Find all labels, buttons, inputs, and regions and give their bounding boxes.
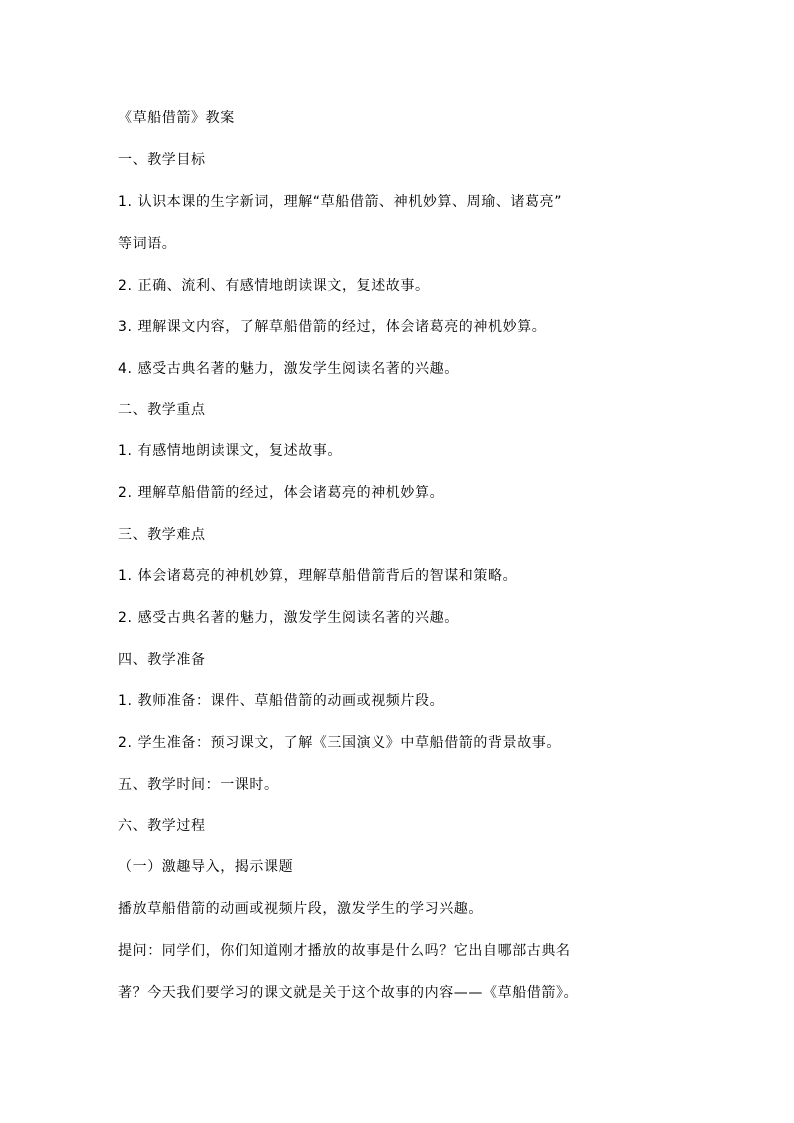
section-heading-preparation: 四、教学准备 — [118, 652, 206, 668]
goal-item-1-continued: 等词语。 — [118, 236, 177, 252]
process-paragraph-1: 播放草船借箭的动画或视频片段，激发学生的学习兴趣。 — [118, 901, 483, 917]
section-heading-difficulties: 三、教学难点 — [118, 527, 206, 543]
process-paragraph-2-continued: 著？今天我们要学习的课文就是关于这个故事的内容——《草船借箭》。 — [118, 985, 579, 1001]
key-point-item-1: 1. 有感情地朗读课文，复述故事。 — [118, 443, 343, 459]
goal-item-3: 3. 理解课文内容，了解草船借箭的经过，体会诸葛亮的神机妙算。 — [118, 319, 547, 335]
process-subheading-1: （一）激趣导入，揭示课题 — [118, 859, 294, 875]
difficulty-item-1: 1. 体会诸葛亮的神机妙算，理解草船借箭背后的智谋和策略。 — [118, 568, 518, 584]
preparation-item-1: 1. 教师准备：课件、草船借箭的动画或视频片段。 — [118, 693, 445, 709]
section-heading-time: 五、教学时间：一课时。 — [118, 777, 279, 793]
section-heading-process: 六、教学过程 — [118, 818, 206, 834]
difficulty-item-2: 2. 感受古典名著的魅力，激发学生阅读名著的兴趣。 — [118, 610, 459, 626]
document-title: 《草船借箭》教案 — [118, 110, 235, 126]
key-point-item-2: 2. 理解草船借箭的经过，体会诸葛亮的神机妙算。 — [118, 485, 445, 501]
section-heading-key-points: 二、教学重点 — [118, 402, 206, 418]
goal-item-4: 4. 感受古典名著的魅力，激发学生阅读名著的兴趣。 — [118, 361, 459, 377]
preparation-item-2: 2. 学生准备：预习课文，了解《三国演义》中草船借箭的背景故事。 — [118, 735, 562, 751]
goal-item-2: 2. 正确、流利、有感情地朗读课文，复述故事。 — [118, 278, 430, 294]
section-heading-goals: 一、教学目标 — [118, 152, 206, 168]
process-paragraph-2: 提问：同学们，你们知道刚才播放的故事是什么吗？它出自哪部古典名 — [118, 943, 571, 959]
goal-item-1: 1. 认识本课的生字新词，理解“草船借箭、神机妙算、周瑜、诸葛亮” — [118, 194, 563, 210]
